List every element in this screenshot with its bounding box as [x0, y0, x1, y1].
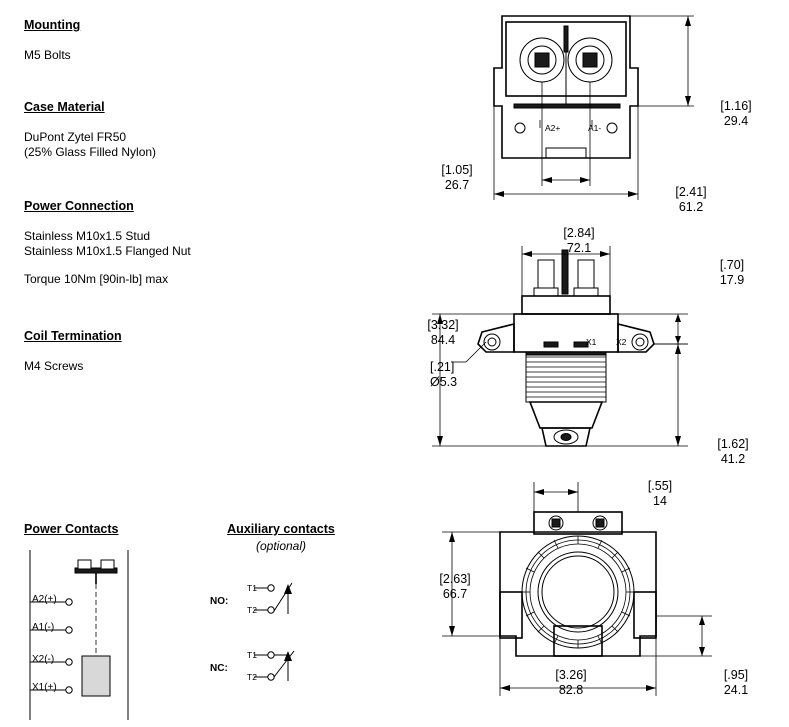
dim-bottom-view-1: [.55] 14 [647, 479, 673, 508]
dim-bottom-view-3: [3.26] 82.8 [555, 668, 587, 697]
spec-line-power-connection-1: Stainless M10x1.5 Flanged Nut [24, 244, 191, 258]
power-contact-label-x1: X1(+) [32, 682, 57, 693]
aux-no-terminal-t1: T1 [247, 583, 257, 593]
power-contacts-heading: Power Contacts [24, 522, 119, 536]
aux-contacts-no-schematic [222, 578, 332, 624]
aux-contacts-subheading: (optional) [255, 539, 307, 553]
spec-line-mounting-0: M5 Bolts [24, 48, 71, 62]
dim-bottom-view-2: [2.63] 66.7 [439, 572, 471, 601]
aux-contacts-heading: Auxiliary contacts (optional) [206, 522, 356, 554]
spec-line-case-material-1: (25% Glass Filled Nylon) [24, 145, 157, 159]
dim-front-view-5: [1.62] 41.2 [717, 437, 749, 466]
dim-front-view-1: [2.84] 72.1 [563, 226, 595, 255]
dim-top-view-1: [1.16] 29.4 [720, 99, 752, 128]
dim-bottom-view-4: [.95] 24.1 [723, 668, 749, 697]
aux-group-label-nc: NC: [210, 663, 228, 674]
aux-no-terminal-t2: T2 [247, 605, 257, 615]
spec-line-power-connection-0: Stainless M10x1.5 Stud [24, 229, 151, 243]
front-view-terminal-label-x1: X1 [586, 337, 597, 347]
aux-group-label-no: NO: [210, 596, 229, 607]
top-view-terminal-label-a1: A1- [588, 123, 602, 133]
spec-block-case-material [24, 100, 156, 160]
spec-line-case-material-0: DuPont Zytel FR50 [24, 130, 127, 144]
dim-front-view-2: [.70] 17.9 [719, 258, 745, 287]
spec-line-coil-termination-0: M4 Screws [24, 359, 84, 373]
aux-nc-terminal-t2: T2 [247, 672, 257, 682]
power-contact-label-x2: X2(-) [32, 654, 55, 665]
dim-front-view-3: [3.32] 84.4 [427, 318, 459, 347]
power-contacts-schematic [20, 550, 190, 725]
top-view-drawing [480, 8, 740, 198]
dim-top-view-2: [1.05] 26.7 [441, 163, 473, 192]
top-view-terminal-label-a2: A2+ [545, 123, 561, 133]
aux-nc-terminal-t1: T1 [247, 650, 257, 660]
power-contact-label-a2: A2(+) [32, 594, 57, 605]
spec-block-coil-termination [24, 329, 122, 374]
dim-front-view-4: [.21] Ø5.3 [430, 360, 458, 389]
power-contact-label-a1: A1(-) [32, 622, 55, 633]
front-view-terminal-label-x2: X2 [616, 337, 627, 347]
spec-heading-mounting: Mounting [24, 18, 81, 32]
spec-heading-coil-termination: Coil Termination [24, 329, 122, 343]
aux-contacts-nc-schematic [222, 645, 332, 691]
spec-block-mounting [24, 18, 80, 63]
spec-line-power-connection-2: Torque 10Nm [90in-lb] max [24, 272, 169, 286]
spec-block-power-connection [24, 199, 191, 287]
spec-heading-case-material: Case Material [24, 100, 105, 114]
dim-top-view-3: [2.41] 61.2 [675, 185, 707, 214]
spec-heading-power-connection: Power Connection [24, 199, 134, 213]
